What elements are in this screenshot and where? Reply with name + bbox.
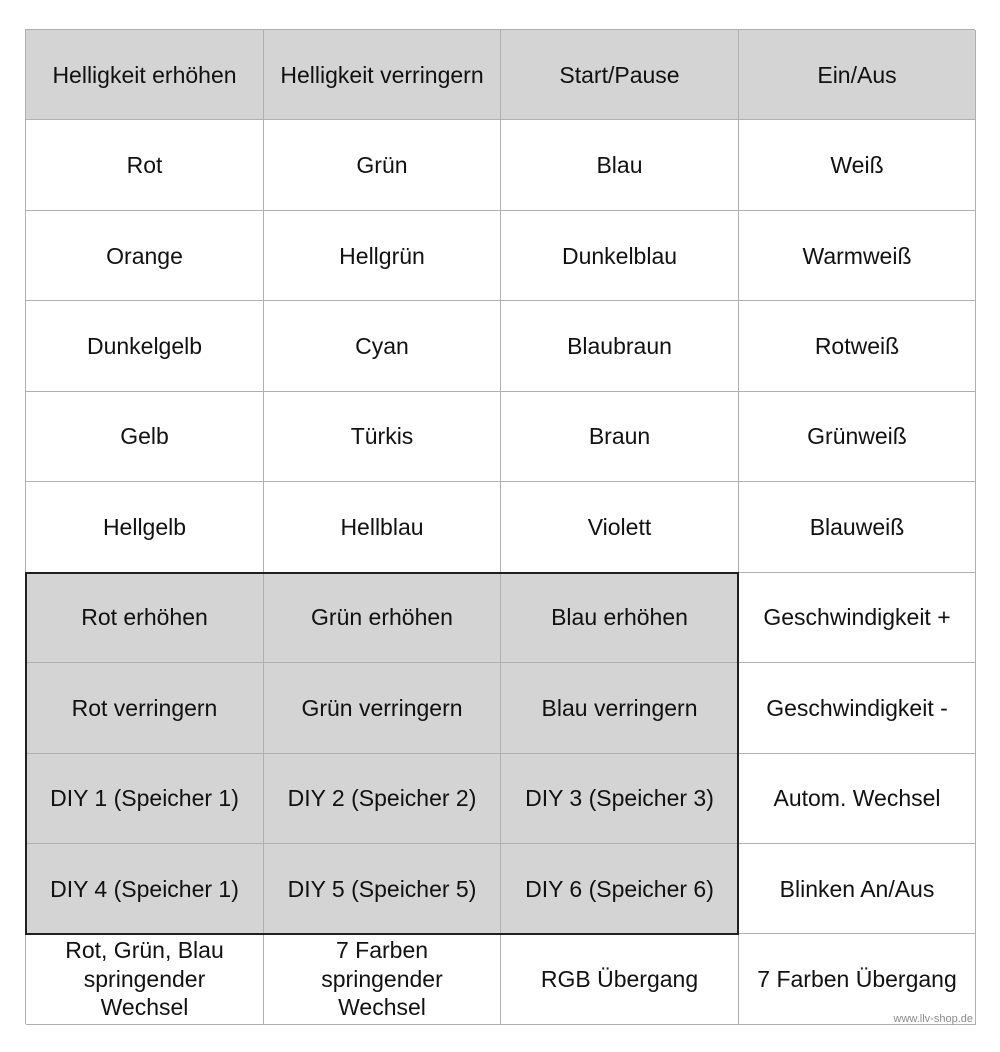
cell-warm-white: Warmweiß: [739, 211, 976, 301]
cell-blue-brown: Blaubraun: [501, 301, 739, 391]
cell-green-up: Grün erhöhen: [264, 573, 501, 663]
cell-light-yellow: Hellgelb: [26, 482, 264, 572]
cell-auto-change: Autom. Wechsel: [739, 754, 976, 844]
cell-rgb-jump: Rot, Grün, Blau springender Wechsel: [26, 934, 264, 1024]
cell-dark-yellow: Dunkelgelb: [26, 301, 264, 391]
cell-power: Ein/Aus: [739, 30, 976, 120]
cell-brightness-up: Helligkeit erhöhen: [26, 30, 264, 120]
cell-diy-2: DIY 2 (Speicher 2): [264, 754, 501, 844]
cell-7-colors-jump: 7 Farben springender Wechsel: [264, 934, 501, 1024]
cell-speed-down: Geschwindigkeit -: [739, 663, 976, 753]
remote-button-table: [25, 29, 975, 1024]
cell-violet: Violett: [501, 482, 739, 572]
cell-speed-up: Geschwindigkeit +: [739, 573, 976, 663]
cell-red-white: Rotweiß: [739, 301, 976, 391]
cell-diy-4: DIY 4 (Speicher 1): [26, 844, 264, 934]
cell-dark-blue: Dunkelblau: [501, 211, 739, 301]
cell-light-green: Hellgrün: [264, 211, 501, 301]
cell-green: Grün: [264, 120, 501, 210]
cell-green-white: Grünweiß: [739, 392, 976, 482]
cell-diy-5: DIY 5 (Speicher 5): [264, 844, 501, 934]
cell-blue-up: Blau erhöhen: [501, 573, 739, 663]
cell-blink-toggle: Blinken An/Aus: [739, 844, 976, 934]
cell-red-down: Rot verringern: [26, 663, 264, 753]
cell-blue-down: Blau verringern: [501, 663, 739, 753]
cell-red: Rot: [26, 120, 264, 210]
cell-start-pause: Start/Pause: [501, 30, 739, 120]
cell-green-down: Grün verringern: [264, 663, 501, 753]
cell-cyan: Cyan: [264, 301, 501, 391]
cell-blue-white: Blauweiß: [739, 482, 976, 572]
cell-light-blue: Hellblau: [264, 482, 501, 572]
cell-diy-1: DIY 1 (Speicher 1): [26, 754, 264, 844]
cell-rgb-fade: RGB Übergang: [501, 934, 739, 1024]
cell-turquoise: Türkis: [264, 392, 501, 482]
cell-brown: Braun: [501, 392, 739, 482]
cell-7-colors-fade: 7 Farben Übergang: [739, 934, 976, 1024]
cell-diy-3: DIY 3 (Speicher 3): [501, 754, 739, 844]
cell-red-up: Rot erhöhen: [26, 573, 264, 663]
cell-diy-6: DIY 6 (Speicher 6): [501, 844, 739, 934]
cell-orange: Orange: [26, 211, 264, 301]
cell-brightness-down: Helligkeit verringern: [264, 30, 501, 120]
cell-yellow: Gelb: [26, 392, 264, 482]
cell-blue: Blau: [501, 120, 739, 210]
watermark: www.llv-shop.de: [893, 1013, 973, 1025]
cell-white: Weiß: [739, 120, 976, 210]
